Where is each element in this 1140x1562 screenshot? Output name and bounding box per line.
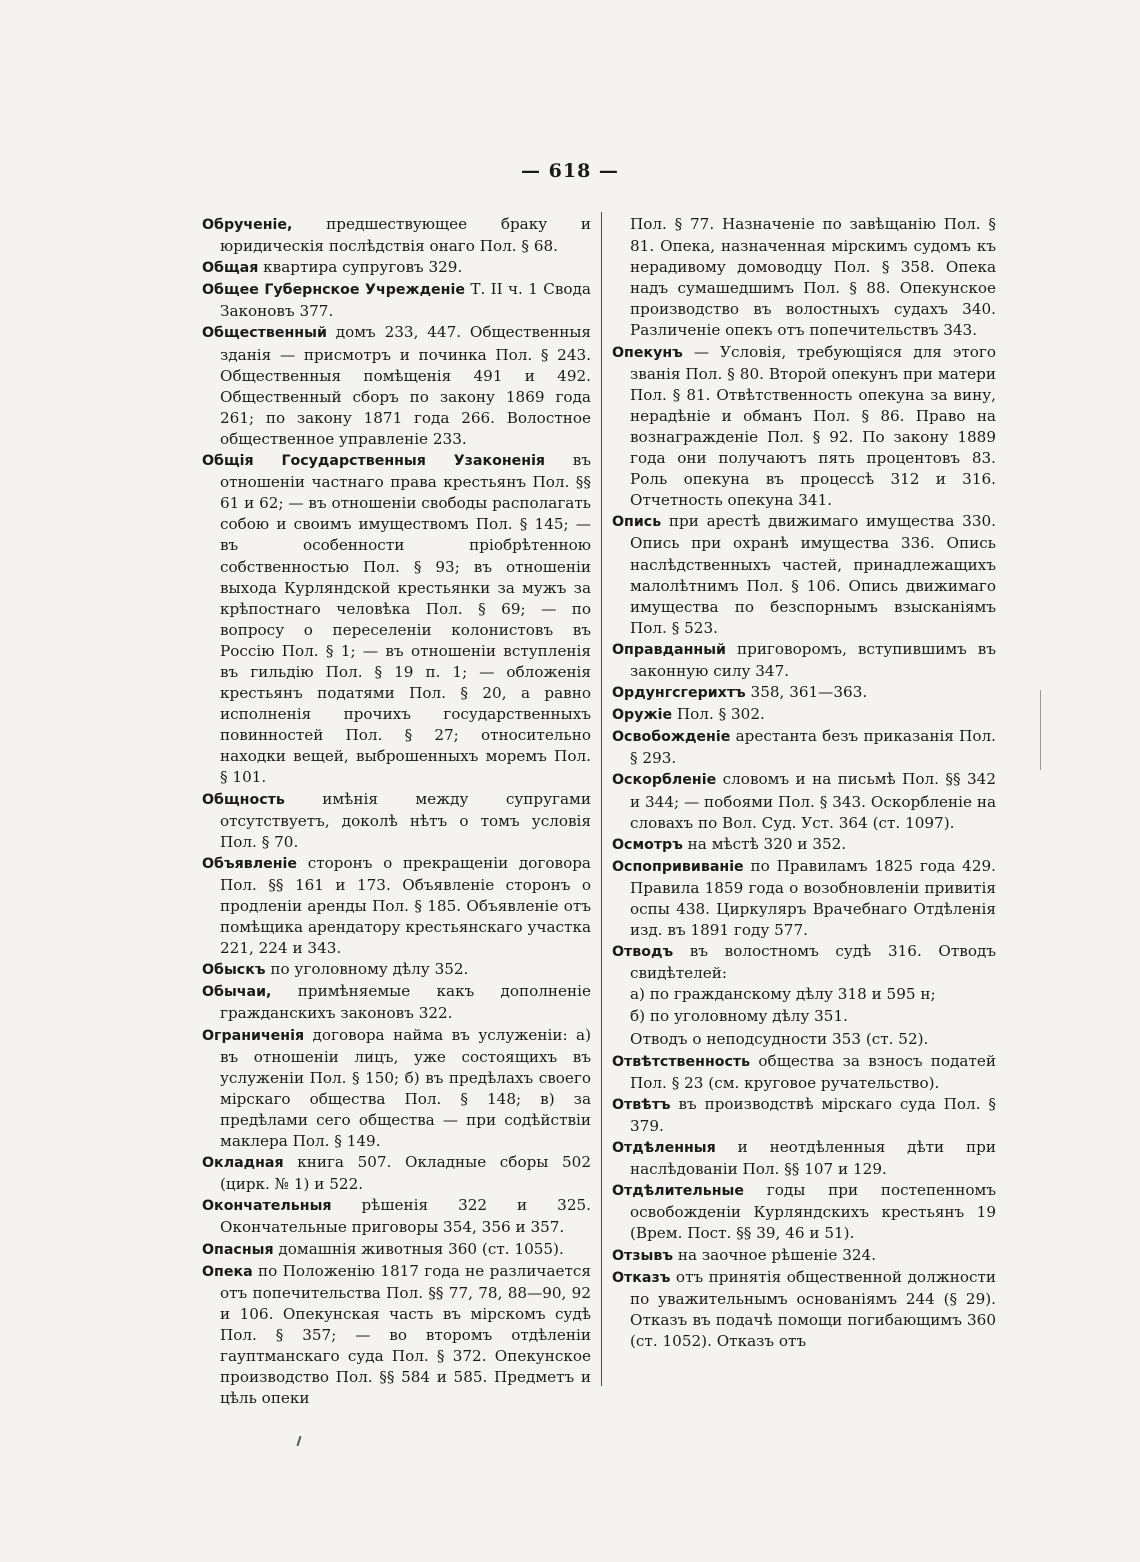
index-column-left: [202, 214, 591, 1409]
entry-text: по Правиламъ 1825 года 429. Правила 1859 года о возобновленіи привитія оспы 438. Циркуляръ Врачебнаго Отдѣленія изд. въ 1891 году 577.: [630, 856, 996, 940]
index-entry: [612, 639, 996, 682]
entry-text: отъ принятія общественной должности по уважительнымъ основаніямъ 244 (§ 29). Отказъ въ подачѣ помощи погибающимъ 360 (ст. 1052). Отказъ отъ: [630, 1267, 996, 1350]
entry-heading: Окончательныя: [202, 1198, 332, 1215]
entry-text: книга 507. Окладные сборы 502 (цирк. № 1) и 522.: [220, 1153, 591, 1194]
entry-text: домашнія животныя 360 (ст. 1055).: [273, 1239, 564, 1258]
entry-heading: Отвѣтственность: [612, 1053, 751, 1070]
entry-text: договора найма въ услуженіи: а) въ отношеніи лицъ, уже состоящихъ въ услуженіи Пол. § 150; б) въ предѣлахъ своего мірскаго общества Пол. § 148; в) за предѣлами сего общества — при содѣйствіи маклера Пол. § 149.: [220, 1025, 591, 1151]
index-entry: [202, 981, 591, 1024]
index-entry: [612, 941, 996, 984]
index-entry: [202, 1239, 591, 1261]
entry-text: общества за взносъ податей Пол. § 23 (см. круговое ручательство).: [630, 1051, 996, 1092]
entry-text: Пол. § 302.: [672, 705, 765, 724]
entry-heading: Освобожденіе: [612, 729, 731, 746]
entry-heading: Оправданный: [612, 641, 726, 658]
entry-text: домъ 233, 447. Общественныя зданія — присмотръ и починка Пол. § 243. Общественныя помѣщенія 491 и 492. Общественный сборъ по закону 1869 года 261; по закону 1871 года 266. Волостное общественное управленіе 233.: [220, 323, 591, 448]
entry-text: Пол. § 77. Назначеніе по завѣщанію Пол. § 81. Опека, назначенная мірскимъ судомъ къ нерадивому домоводцу Пол. § 358. Опека надъ сумашедшимъ Пол. § 88. Опекунское производство въ волостныхъ судахъ 340. Различеніе опекъ отъ попечительствъ 343.: [630, 215, 996, 340]
index-entry-continuation: [612, 984, 996, 1006]
index-entry: [612, 1137, 996, 1180]
entry-heading: Осмотръ: [612, 836, 683, 853]
index-entry: [202, 279, 591, 322]
index-entry: [612, 1267, 996, 1352]
index-entry: [612, 856, 996, 941]
entry-text: приговоромъ, вступившимъ въ законную силу 347.: [630, 639, 996, 680]
column-divider: [601, 212, 602, 1386]
entry-heading: Обыскъ: [202, 962, 266, 979]
entry-heading: Отвѣтъ: [612, 1096, 671, 1113]
entry-heading: Оружіе: [612, 707, 673, 724]
index-entry: [202, 257, 591, 279]
index-entry: [612, 342, 996, 512]
index-entry: [202, 1195, 591, 1238]
index-entry: [612, 726, 996, 769]
index-entry: [612, 682, 996, 704]
index-entry: [612, 1094, 996, 1137]
index-entry: [202, 1152, 591, 1195]
entry-text: по уголовному дѣлу 352.: [265, 960, 469, 979]
entry-text: на мѣстѣ 320 и 352.: [682, 834, 847, 853]
index-entry: [612, 704, 996, 726]
entry-heading: Оспопрививаніе: [612, 858, 744, 875]
entry-text: при арестѣ движимаго имущества 330. Опись при охранѣ имущества 336. Опись наслѣдственныхъ частей, принадлежащихъ малолѣтнимъ Пол. § 106. Опись движимаго имущества по безспорнымъ взысканіямъ Пол. § 523.: [630, 512, 996, 637]
entry-heading: Опись: [612, 514, 662, 531]
index-entry: [202, 450, 591, 789]
entry-text: въ производствѣ мірскаго суда Пол. § 379.: [630, 1094, 996, 1135]
index-entry: [612, 1051, 996, 1094]
entry-text: Отводъ о неподсудности 353 (ст. 52).: [630, 1029, 929, 1048]
entry-text: годы при постепенномъ освобожденіи Курляндскихъ крестьянъ 19 (Врем. Пост. §§ 39, 46 и 51).: [630, 1181, 996, 1243]
scan-speck: [297, 1436, 302, 1446]
entry-text: на заочное рѣшеніе 324.: [673, 1245, 877, 1264]
entry-heading: Общность: [202, 791, 285, 808]
index-entry-continuation: [612, 1006, 996, 1028]
entry-text: а) по гражданскому дѣлу 318 и 595 н;: [630, 985, 936, 1004]
index-entry: [202, 1025, 591, 1153]
entry-heading: Отдѣленныя: [612, 1140, 716, 1157]
entry-heading: Окладная: [202, 1155, 284, 1172]
entry-text: — Условія, требующіяся для этого званія Пол. § 80. Второй опекунъ при матери Пол. § 81. Отвѣтственность опекуна за вину, нерадѣніе и обманъ Пол. § 86. Право на вознагражденіе Пол. § 92. По закону 1889 года они получаютъ пять процентовъ 83. Роль опекуна въ процессѣ 312 и 316. Отчетность опекуна 341.: [630, 342, 996, 510]
entry-text: словомъ и на письмѣ Пол. §§ 342 и 344; — побоями Пол. § 343. Оскорбленіе на словахъ по Вол. Суд. Уст. 364 (ст. 1097).: [630, 770, 996, 832]
index-entry: [202, 214, 591, 257]
entry-heading: Объявленіе: [202, 855, 298, 872]
entry-heading: Опасныя: [202, 1241, 274, 1258]
entry-text: квартира супруговъ 329.: [258, 258, 463, 277]
entry-heading: Общая: [202, 260, 259, 277]
entry-text: рѣшенія 322 и 325. Окончательные приговоры 354, 356 и 357.: [220, 1196, 591, 1237]
index-entry: [202, 322, 591, 450]
entry-heading: Общественный: [202, 325, 327, 342]
entry-heading: Опека: [202, 1263, 253, 1280]
index-entry: [612, 834, 996, 856]
entry-heading: Обычаи,: [202, 984, 272, 1001]
entry-text: б) по уголовному дѣлу 351.: [630, 1007, 848, 1026]
index-entry: [202, 789, 591, 853]
index-entry: [202, 853, 591, 959]
entry-text: арестанта безъ приказанія Пол. § 293.: [630, 727, 996, 768]
entry-text: предшествующее браку и юридическія послѣдствія онаго Пол. § 68.: [220, 215, 591, 256]
entry-heading: Общія Государственныя Узаконенія: [202, 453, 546, 470]
index-entry: [612, 1180, 996, 1244]
entry-heading: Оскорбленіе: [612, 772, 717, 789]
index-entry: [612, 769, 996, 833]
index-entry: [202, 959, 591, 981]
entry-heading: Отдѣлительные: [612, 1183, 744, 1200]
index-column-right: [612, 214, 996, 1352]
entry-text: 358, 361—363.: [745, 683, 868, 702]
entry-heading: Общее Губернское Учрежденіе: [202, 282, 465, 299]
scan-margin-line: [1040, 690, 1041, 770]
index-entry-continuation: [612, 214, 996, 342]
index-entry-continuation: [612, 1029, 996, 1051]
entry-text: примѣняемые какъ дополненіе гражданскихъ законовъ 322.: [220, 982, 591, 1023]
entry-text: имѣнія между супругами отсутствуетъ, доколѣ нѣтъ о томъ условія Пол. § 70.: [220, 789, 591, 851]
entry-heading: Ограниченія: [202, 1027, 305, 1044]
entry-heading: Отзывъ: [612, 1247, 673, 1264]
entry-text: въ волостномъ судѣ 316. Отводъ свидѣтелей:: [630, 942, 996, 983]
entry-heading: Отводъ: [612, 944, 674, 961]
entry-text: сторонъ о прекращеніи договора Пол. §§ 161 и 173. Объявленіе сторонъ о продленіи аренды Пол. § 185. Объявленіе отъ помѣщика арендатору крестьянскаго участка 221, 224 и 343.: [220, 853, 591, 958]
index-entry: [612, 1245, 996, 1267]
index-entry: [612, 511, 996, 639]
entry-heading: Ордунгсгерихтъ: [612, 685, 746, 702]
entry-text: по Положенію 1817 года не различается отъ попечительства Пол. §§ 77, 78, 88—90, 92 и 106. Опекунская часть въ мірскомъ судѣ Пол. § 357; — во второмъ отдѣленіи гауптманскаго суда Пол. § 372. Опекунское производство Пол. §§ 584 и 585. Предметъ и цѣль опеки: [220, 1261, 591, 1408]
page-number: — 618 —: [521, 160, 619, 182]
entry-heading: Отказъ: [612, 1269, 671, 1286]
entry-heading: Опекунъ: [612, 344, 683, 361]
entry-text: и неотдѣленныя дѣти при наслѣдованіи Пол. §§ 107 и 129.: [630, 1138, 996, 1179]
entry-text: въ отношеніи частнаго права крестьянъ Пол. §§ 61 и 62; — въ отношеніи свободы располагать собою и своимъ имуществомъ Пол. § 145; — въ особенности пріобрѣтенною собственностью Пол. § 93; въ отношеніи выхода Курляндской крестьянки за мужъ за крѣпостнаго человѣка Пол. § 69; — по вопросу о переселеніи колонистовъ въ Россію Пол. § 1; — въ отношеніи вступленія въ гильдію Пол. § 19 п. 1; — обложенія крестьянъ податями Пол. § 20, а равно исполненія прочихъ государственныхъ повинностей Пол. § 27; относительно находки вещей, выброшенныхъ моремъ Пол. § 101.: [220, 451, 591, 787]
index-entry: [202, 1261, 591, 1410]
entry-text: Т. II ч. 1 Свода Законовъ 377.: [220, 280, 591, 321]
entry-heading: Обрученіе,: [202, 217, 293, 233]
